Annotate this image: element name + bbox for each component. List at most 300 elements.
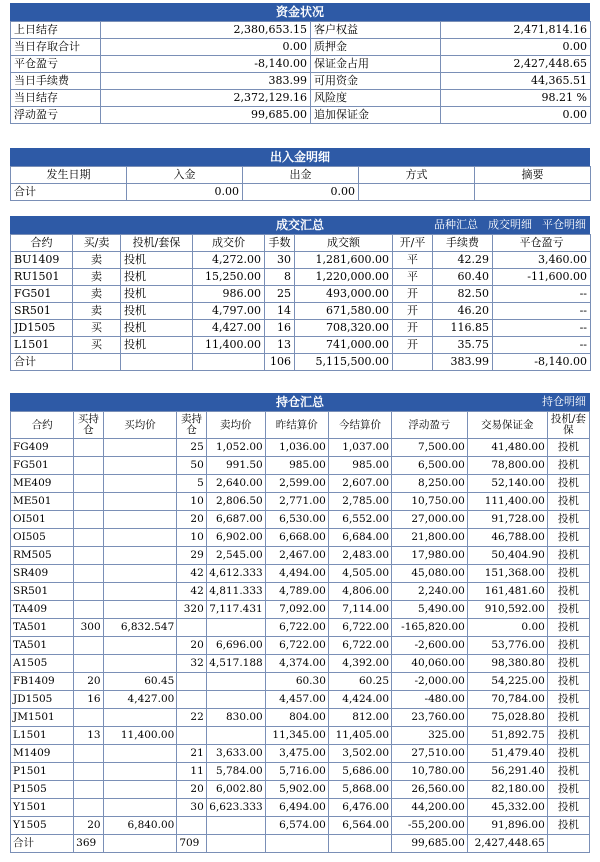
col-summary: 摘要 [475, 167, 591, 184]
capital-right-label: 可用资金 [311, 73, 441, 90]
trade-cell: 116.85 [433, 320, 493, 337]
trade-cell: 15,250.00 [193, 269, 265, 286]
capital-right-label: 客户权益 [311, 22, 441, 39]
position-cell [74, 799, 103, 817]
capital-left-label: 平仓盈亏 [11, 56, 101, 73]
trades-total-empty [73, 354, 121, 371]
position-row [11, 493, 590, 511]
capital-left-value: -8,140.00 [101, 56, 311, 73]
capital-right-value: 2,471,814.16 [441, 22, 591, 39]
position-cell: 10,780.00 [392, 763, 468, 781]
position-cell: 1,037.00 [328, 439, 391, 457]
position-cell: 投机 [547, 727, 589, 745]
trade-cell: 开 [393, 303, 433, 320]
trade-cell: 4,797.00 [193, 303, 265, 320]
position-cell: 4,424.00 [328, 691, 391, 709]
position-cell: 16 [74, 691, 103, 709]
position-cell [177, 673, 206, 691]
position-cell [103, 475, 177, 493]
positions-total-empty [547, 835, 589, 853]
position-cell [103, 493, 177, 511]
position-cell [74, 745, 103, 763]
position-cell [74, 511, 103, 529]
link-position-detail[interactable]: 持仓明细 [542, 395, 586, 408]
positions-table [10, 411, 590, 853]
position-cell: -2,600.00 [392, 637, 468, 655]
position-cell: 投机 [547, 817, 589, 835]
position-cell [103, 457, 177, 475]
position-cell: 812.00 [328, 709, 391, 727]
position-cell [103, 439, 177, 457]
position-cell [206, 727, 265, 745]
trade-cell: JD1505 [11, 320, 73, 337]
trade-cell: 1,281,600.00 [295, 252, 393, 269]
trade-cell: -- [493, 303, 591, 320]
link-close-detail[interactable]: 平仓明细 [542, 218, 586, 231]
position-cell: 投机 [547, 583, 589, 601]
position-cell: 60.25 [328, 673, 391, 691]
trades-total-empty [393, 354, 433, 371]
position-cell: 53,776.00 [467, 637, 547, 655]
positions-col-header: 卖持仓 [177, 412, 206, 439]
positions-total-label: 合计 [11, 835, 74, 853]
trades-header [10, 216, 590, 234]
position-cell [103, 709, 177, 727]
position-cell [103, 637, 177, 655]
position-cell: 991.50 [206, 457, 265, 475]
position-cell: 27,000.00 [392, 511, 468, 529]
trade-cell: 卖 [73, 286, 121, 303]
positions-col-header: 买均价 [103, 412, 177, 439]
position-cell: RM505 [11, 547, 74, 565]
position-cell: 42 [177, 583, 206, 601]
positions-total-pnl: 99,685.00 [392, 835, 468, 853]
positions-col-header: 今结算价 [328, 412, 391, 439]
position-cell: 投机 [547, 781, 589, 799]
position-cell: 44,200.00 [392, 799, 468, 817]
position-cell: JD1505 [11, 691, 74, 709]
position-cell: 投机 [547, 601, 589, 619]
trade-cell: 8 [265, 269, 295, 286]
position-cell [74, 439, 103, 457]
position-cell: 6,696.00 [206, 637, 265, 655]
position-cell: 6,494.00 [265, 799, 328, 817]
trade-cell: 82.50 [433, 286, 493, 303]
trades-total-pnl: -8,140.00 [493, 354, 591, 371]
position-cell: 1,036.00 [265, 439, 328, 457]
position-cell: 6,832.547 [103, 619, 177, 637]
position-cell: 91,896.00 [467, 817, 547, 835]
trade-cell: FG501 [11, 286, 73, 303]
position-cell: 4,811.333 [206, 583, 265, 601]
position-cell [74, 709, 103, 727]
position-cell: 6,840.00 [103, 817, 177, 835]
position-cell: 32 [177, 655, 206, 673]
position-cell: 70,784.00 [467, 691, 547, 709]
position-cell: 98,380.80 [467, 655, 547, 673]
position-cell: -2,000.00 [392, 673, 468, 691]
position-cell [206, 691, 265, 709]
position-cell [74, 601, 103, 619]
position-cell: 5,716.00 [265, 763, 328, 781]
position-cell: 2,467.00 [265, 547, 328, 565]
positions-total-empty [328, 835, 391, 853]
trade-row [11, 269, 591, 286]
capital-row [11, 90, 591, 107]
trade-cell: 671,580.00 [295, 303, 393, 320]
position-cell [206, 817, 265, 835]
position-cell: 8,250.00 [392, 475, 468, 493]
trade-row [11, 337, 591, 354]
position-cell: 52,140.00 [467, 475, 547, 493]
position-cell [177, 691, 206, 709]
position-cell: 投机 [547, 745, 589, 763]
positions-col-header: 投机/套保 [547, 412, 589, 439]
position-cell: 4,494.00 [265, 565, 328, 583]
position-cell: 6,500.00 [392, 457, 468, 475]
trade-cell: 11,400.00 [193, 337, 265, 354]
position-cell: 151,368.00 [467, 565, 547, 583]
capital-left-value: 2,372,129.16 [101, 90, 311, 107]
position-cell: 56,291.40 [467, 763, 547, 781]
position-cell: TA409 [11, 601, 74, 619]
position-cell [74, 529, 103, 547]
position-cell: M1409 [11, 745, 74, 763]
position-cell: 投机 [547, 547, 589, 565]
trades-col-header: 合约 [11, 235, 73, 252]
position-cell: 6,623.333 [206, 799, 265, 817]
position-cell: 7,114.00 [328, 601, 391, 619]
position-cell: 2,607.00 [328, 475, 391, 493]
position-cell: 804.00 [265, 709, 328, 727]
position-cell: 42 [177, 565, 206, 583]
col-out: 出金 [243, 167, 359, 184]
trade-cell: 买 [73, 320, 121, 337]
capital-right-value: 0.00 [441, 39, 591, 56]
trades-col-header: 平仓盈亏 [493, 235, 591, 252]
position-row [11, 601, 590, 619]
trades-total-amount: 5,115,500.00 [295, 354, 393, 371]
position-cell: 5,902.00 [265, 781, 328, 799]
position-cell: 10 [177, 529, 206, 547]
trades-total-label: 合计 [11, 354, 73, 371]
positions-col-header: 交易保证金 [467, 412, 547, 439]
position-cell: 6,722.00 [265, 619, 328, 637]
position-cell: FB1409 [11, 673, 74, 691]
position-cell: 40,060.00 [392, 655, 468, 673]
position-cell: 6,476.00 [328, 799, 391, 817]
position-cell: 2,806.50 [206, 493, 265, 511]
trade-cell: 3,460.00 [493, 252, 591, 269]
capital-right-label: 风险度 [311, 90, 441, 107]
trades-col-header: 开/平 [393, 235, 433, 252]
trades-title: 成交汇总 [275, 218, 324, 232]
position-cell: 2,483.00 [328, 547, 391, 565]
trade-cell: BU1409 [11, 252, 73, 269]
col-method: 方式 [359, 167, 475, 184]
link-product-summary[interactable]: 品种汇总 [434, 218, 478, 231]
position-cell [103, 547, 177, 565]
trade-cell: 卖 [73, 252, 121, 269]
position-cell: TA501 [11, 619, 74, 637]
position-cell: Y1505 [11, 817, 74, 835]
position-cell: 10,750.00 [392, 493, 468, 511]
trade-cell: L1501 [11, 337, 73, 354]
trade-cell: RU1501 [11, 269, 73, 286]
positions-total-empty [103, 835, 177, 853]
trade-cell: 卖 [73, 269, 121, 286]
position-cell: ME501 [11, 493, 74, 511]
positions-total-row [11, 835, 590, 853]
position-cell: 111,400.00 [467, 493, 547, 511]
capital-right-label: 质押金 [311, 39, 441, 56]
position-cell: 6,564.00 [328, 817, 391, 835]
trade-cell: 投机 [121, 303, 193, 320]
position-cell: 20 [177, 637, 206, 655]
position-cell: 4,457.00 [265, 691, 328, 709]
positions-col-header: 浮动盈亏 [392, 412, 468, 439]
trade-row [11, 252, 591, 269]
inout-total-row [11, 184, 591, 201]
position-cell: 60.45 [103, 673, 177, 691]
trade-cell: 买 [73, 337, 121, 354]
trade-cell: 25 [265, 286, 295, 303]
positions-title: 持仓汇总 [275, 395, 324, 409]
trade-cell: -11,600.00 [493, 269, 591, 286]
position-cell: 20 [177, 511, 206, 529]
trades-table [10, 234, 591, 371]
position-cell: 20 [177, 781, 206, 799]
position-cell: 5,490.00 [392, 601, 468, 619]
trades-total-empty [121, 354, 193, 371]
trades-col-header: 手数 [265, 235, 295, 252]
position-cell: OI505 [11, 529, 74, 547]
position-cell: 20 [74, 673, 103, 691]
position-cell: JM1501 [11, 709, 74, 727]
position-cell: 7,117.431 [206, 601, 265, 619]
position-cell: 3,502.00 [328, 745, 391, 763]
trade-cell: 35.75 [433, 337, 493, 354]
position-cell: 投机 [547, 493, 589, 511]
positions-total-buy: 369 [74, 835, 103, 853]
position-row [11, 763, 590, 781]
capital-left-label: 当日手续费 [11, 73, 101, 90]
trades-col-header: 手续费 [433, 235, 493, 252]
trade-cell: 493,000.00 [295, 286, 393, 303]
position-cell: Y1501 [11, 799, 74, 817]
position-cell [103, 763, 177, 781]
position-cell: 6,552.00 [328, 511, 391, 529]
inout-table [10, 166, 591, 201]
position-cell: 11,405.00 [328, 727, 391, 745]
position-cell: 4,505.00 [328, 565, 391, 583]
position-cell: 23,760.00 [392, 709, 468, 727]
position-cell: 325.00 [392, 727, 468, 745]
position-row [11, 511, 590, 529]
trade-cell: 卖 [73, 303, 121, 320]
position-cell: P1505 [11, 781, 74, 799]
position-cell: 4,612.333 [206, 565, 265, 583]
position-cell [74, 547, 103, 565]
position-cell: -165,820.00 [392, 619, 468, 637]
position-cell: 5,686.00 [328, 763, 391, 781]
position-cell: 投机 [547, 529, 589, 547]
position-cell: 1,052.00 [206, 439, 265, 457]
position-cell: 0.00 [467, 619, 547, 637]
position-cell: A1505 [11, 655, 74, 673]
position-cell [103, 799, 177, 817]
position-cell: 11 [177, 763, 206, 781]
capital-row [11, 56, 591, 73]
positions-total-empty [206, 835, 265, 853]
trade-cell: 投机 [121, 286, 193, 303]
capital-section [10, 3, 590, 124]
position-row [11, 817, 590, 835]
capital-left-value: 99,685.00 [101, 107, 311, 124]
position-cell: 4,427.00 [103, 691, 177, 709]
position-row [11, 637, 590, 655]
position-cell: 78,800.00 [467, 457, 547, 475]
trades-total-lots: 106 [265, 354, 295, 371]
position-cell: 320 [177, 601, 206, 619]
position-cell: FG409 [11, 439, 74, 457]
positions-col-header: 合约 [11, 412, 74, 439]
position-row [11, 727, 590, 745]
trade-cell: 42.29 [433, 252, 493, 269]
position-cell [177, 817, 206, 835]
position-cell: 6,687.00 [206, 511, 265, 529]
position-cell: OI501 [11, 511, 74, 529]
trade-cell: 14 [265, 303, 295, 320]
position-row [11, 619, 590, 637]
trade-cell: -- [493, 286, 591, 303]
position-cell: 29 [177, 547, 206, 565]
position-cell: 11,400.00 [103, 727, 177, 745]
position-cell: 2,640.00 [206, 475, 265, 493]
position-cell: 830.00 [206, 709, 265, 727]
position-cell: 51,479.40 [467, 745, 547, 763]
capital-title: 资金状况 [10, 3, 590, 21]
position-cell: 22 [177, 709, 206, 727]
position-cell: 54,225.00 [467, 673, 547, 691]
position-cell: 161,481.60 [467, 583, 547, 601]
position-cell: 46,788.00 [467, 529, 547, 547]
position-cell: 21,800.00 [392, 529, 468, 547]
position-cell [103, 511, 177, 529]
position-cell [206, 619, 265, 637]
trade-cell: 投机 [121, 252, 193, 269]
inout-header-row [11, 167, 591, 184]
position-cell: 91,728.00 [467, 511, 547, 529]
trade-cell: -- [493, 337, 591, 354]
position-cell: -55,200.00 [392, 817, 468, 835]
position-cell: 投机 [547, 673, 589, 691]
position-cell: 2,785.00 [328, 493, 391, 511]
total-out: 0.00 [243, 184, 359, 201]
trades-total-fee: 383.99 [433, 354, 493, 371]
trade-cell: 30 [265, 252, 295, 269]
position-cell: 10 [177, 493, 206, 511]
position-row [11, 475, 590, 493]
position-cell: 投机 [547, 511, 589, 529]
trades-total-empty [193, 354, 265, 371]
trade-cell: 1,220,000.00 [295, 269, 393, 286]
position-cell: 13 [74, 727, 103, 745]
capital-right-value: 98.21 % [441, 90, 591, 107]
capital-right-value: 44,365.51 [441, 73, 591, 90]
position-cell: 25 [177, 439, 206, 457]
position-cell [74, 763, 103, 781]
position-cell: 投机 [547, 655, 589, 673]
position-cell [103, 529, 177, 547]
position-cell: 26,560.00 [392, 781, 468, 799]
position-cell [103, 601, 177, 619]
position-cell: 7,500.00 [392, 439, 468, 457]
positions-total-margin: 2,427,448.65 [467, 835, 547, 853]
trades-col-header: 投机/套保 [121, 235, 193, 252]
position-cell: 11,345.00 [265, 727, 328, 745]
position-cell [74, 583, 103, 601]
capital-left-label: 当日结存 [11, 90, 101, 107]
position-cell: 910,592.00 [467, 601, 547, 619]
capital-row [11, 22, 591, 39]
trade-cell: 16 [265, 320, 295, 337]
capital-left-value: 0.00 [101, 39, 311, 56]
position-cell: 985.00 [265, 457, 328, 475]
position-cell: 2,240.00 [392, 583, 468, 601]
capital-left-label: 上日结存 [11, 22, 101, 39]
trades-section [10, 216, 590, 371]
position-row [11, 457, 590, 475]
position-cell: 75,028.80 [467, 709, 547, 727]
position-cell: 5 [177, 475, 206, 493]
capital-left-value: 383.99 [101, 73, 311, 90]
position-row [11, 781, 590, 799]
position-cell: 60.30 [265, 673, 328, 691]
position-row [11, 583, 590, 601]
position-cell: SR409 [11, 565, 74, 583]
position-cell: 6,684.00 [328, 529, 391, 547]
trades-header-row [11, 235, 591, 252]
link-trade-detail[interactable]: 成交明细 [488, 218, 532, 231]
capital-table [10, 21, 591, 124]
trade-cell: 开 [393, 320, 433, 337]
position-cell: 20 [74, 817, 103, 835]
position-row [11, 529, 590, 547]
trade-cell: 13 [265, 337, 295, 354]
position-cell: 17,980.00 [392, 547, 468, 565]
inout-title: 出入金明细 [10, 148, 590, 166]
trade-cell: 开 [393, 337, 433, 354]
capital-left-label: 浮动盈亏 [11, 107, 101, 124]
position-cell [74, 493, 103, 511]
position-row [11, 745, 590, 763]
position-cell: 4,789.00 [265, 583, 328, 601]
position-cell: 6,722.00 [265, 637, 328, 655]
position-cell: -480.00 [392, 691, 468, 709]
position-cell: 6,722.00 [328, 619, 391, 637]
position-cell: 投机 [547, 475, 589, 493]
capital-right-value: 0.00 [441, 107, 591, 124]
position-cell: 投机 [547, 619, 589, 637]
total-label: 合计 [11, 184, 127, 201]
position-cell: 6,668.00 [265, 529, 328, 547]
positions-col-header: 买持仓 [74, 412, 103, 439]
position-cell: 5,868.00 [328, 781, 391, 799]
trade-row [11, 303, 591, 320]
position-cell: FG501 [11, 457, 74, 475]
trade-cell: 741,000.00 [295, 337, 393, 354]
